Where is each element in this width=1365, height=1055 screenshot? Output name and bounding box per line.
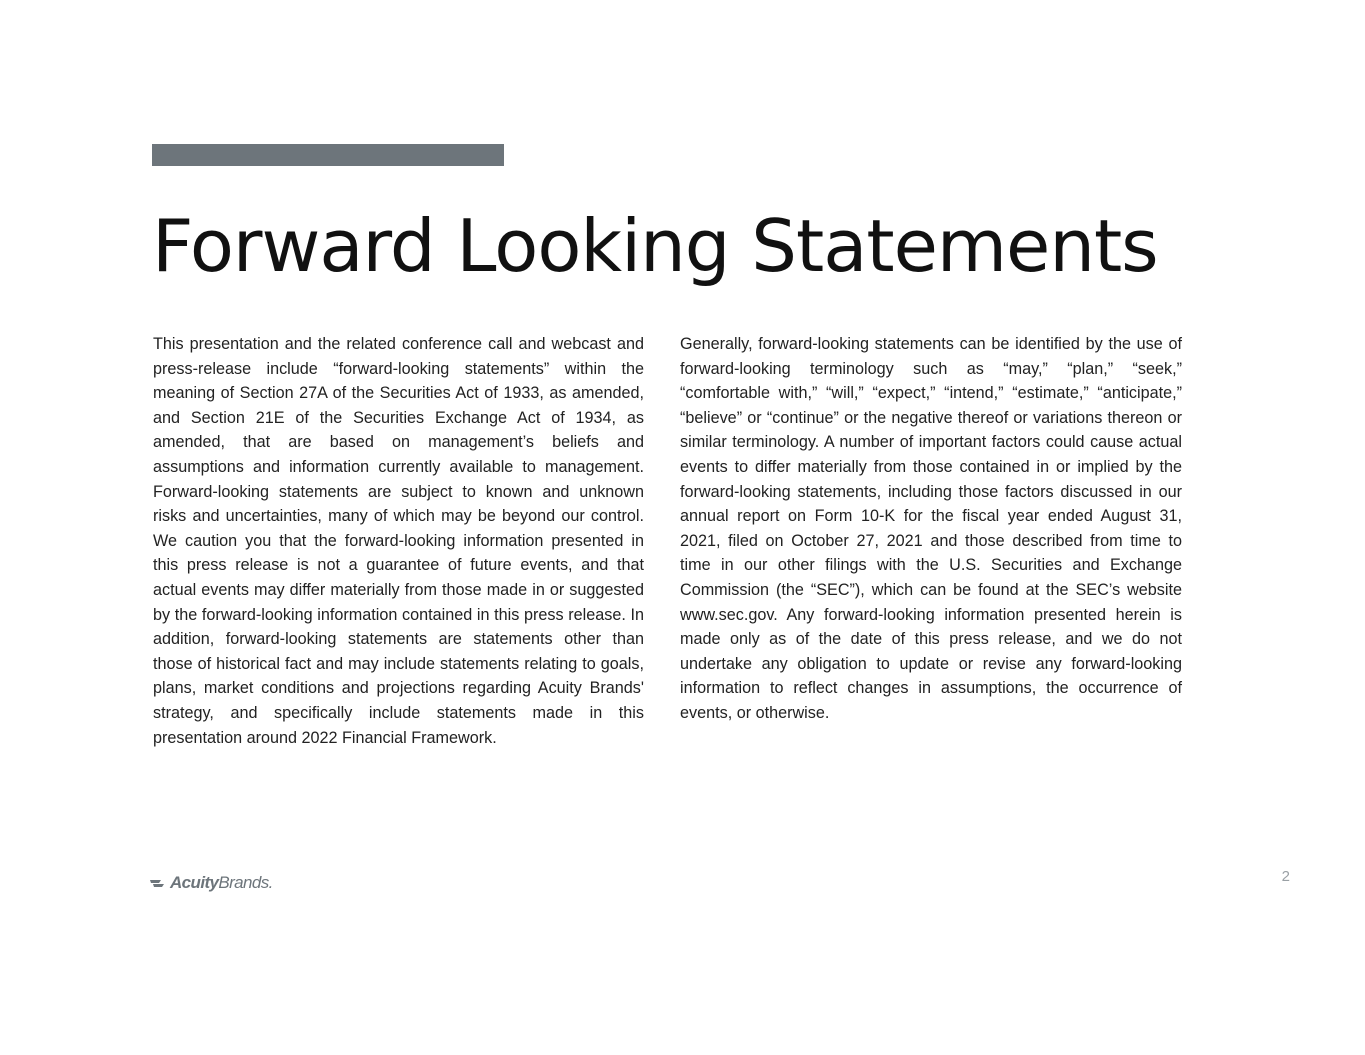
- slide-title: Forward Looking Statements: [152, 204, 1158, 288]
- paragraph-left: This presentation and the related conference call and webcast and press-release include “forward-looking statements” within the meaning of Section 27A of the Securities Act of 1933, as amended, and Section 21E of the Securities Exchange Act of 1934, as amended, that are based on management’s beliefs and assumptions and information currently available to management. Forward-looking statements are subject to known and unknown risks and uncertainties, many of which may be beyond our control. We caution you that the forward-looking information presented in this press release is not a guarantee of future events, and that actual events may differ materially from those made in or suggested by the forward-looking information contained in this press release. In addition, forward-looking statements are statements other than those of historical fact and may include statements relating to goals, plans, market conditions and projections regarding Acuity Brands' strategy, and specifically include statements made in this presentation around 2022 Financial Framework.: [153, 335, 644, 747]
- title-accent-bar: [152, 144, 504, 166]
- logo-text-acuity: Acuity: [170, 873, 219, 892]
- acuity-brands-logo: [149, 872, 273, 894]
- acuity-swoosh-icon: [149, 877, 169, 889]
- paragraph-right: Generally, forward-looking statements can be identified by the use of forward-looking terminology such as “may,” “plan,” “seek,” “comfortable with,” “will,” “expect,” “intend,” “estimate,” “anticipate,” “believe” or “continue” or the negative thereof or variations thereon or similar terminology. A number of important factors could cause actual events to differ materially from those contained in or implied by the forward-looking statements, including those factors discussed in our annual report on Form 10-K for the fiscal year ended August 31, 2021, filed on October 27, 2021 and those described from time to time in our other filings with the U.S. Securities and Exchange Commission (the “SEC”), which can be found at the SEC’s website www.sec.gov. Any forward-looking information presented herein is made only as of the date of this press release, and we do not undertake any obligation to update or revise any forward-looking information to reflect changes in assumptions, the occurrence of events, or otherwise.: [680, 335, 1182, 722]
- page-number: 2: [1281, 868, 1290, 885]
- logo-text-brands: Brands.: [218, 873, 273, 892]
